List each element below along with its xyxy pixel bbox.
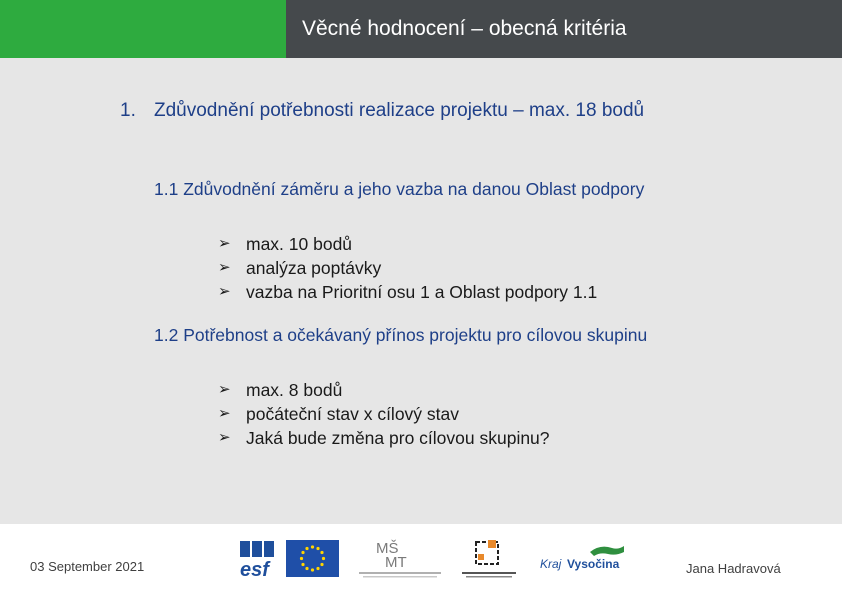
arrow-bullet-icon: ➢ — [218, 283, 231, 300]
kraj-vysocina-logo — [538, 542, 628, 576]
list-item-text: vazba na Prioritní osu 1 a Oblast podpory 1.1 — [246, 282, 598, 302]
list-item — [218, 378, 550, 402]
svg-text:esf: esf — [240, 559, 269, 579]
list-item — [218, 426, 550, 450]
list-item — [218, 256, 597, 280]
svg-text:MT: MT — [385, 554, 407, 571]
section-title-1-2: 1.2 Potřebnost a očekávaný přínos projektu pro cílovou skupinu — [154, 325, 648, 345]
header-accent-bar — [0, 0, 286, 58]
header-title-bar — [286, 0, 842, 58]
arrow-bullet-icon: ➢ — [218, 235, 231, 252]
list-item-text: počáteční stav x cílový stav — [246, 404, 460, 424]
bullet-list-1-1 — [218, 232, 597, 304]
footer-date: 03 September 2021 — [30, 559, 145, 574]
msmt-logo — [357, 536, 443, 580]
list-item-text: max. 10 bodů — [246, 234, 353, 254]
list-item-text: analýza poptávky — [246, 258, 382, 278]
section-title-1-1: 1.1 Zdůvodnění záměru a jeho vazba na danou Oblast podpory — [154, 179, 645, 199]
list-item-text: Jaká bude změna pro cílovou skupinu? — [246, 428, 550, 448]
arrow-bullet-icon: ➢ — [218, 405, 231, 422]
svg-text:Vysočina: Vysočina — [567, 557, 620, 571]
svg-text:MŠ: MŠ — [376, 540, 399, 557]
arrow-bullet-icon: ➢ — [218, 259, 231, 276]
eu-flag-logo — [286, 540, 339, 577]
esf-logo — [238, 539, 282, 579]
footer-author: Jana Hadravová — [686, 561, 781, 576]
heading-number: 1. — [120, 100, 136, 121]
heading-text: Zdůvodnění potřebnosti realizace projektu – max. 18 bodů — [154, 100, 645, 121]
arrow-bullet-icon: ➢ — [218, 429, 231, 446]
slide-title: Věcné hodnocení – obecná kritéria — [302, 17, 627, 40]
op-vk-logo — [460, 538, 518, 580]
bullet-list-1-2 — [218, 378, 550, 450]
arrow-bullet-icon: ➢ — [218, 381, 231, 398]
list-item — [218, 232, 597, 256]
list-item — [218, 280, 597, 304]
list-item — [218, 402, 550, 426]
list-item-text: max. 8 bodů — [246, 380, 343, 400]
svg-text:Kraj: Kraj — [540, 557, 562, 571]
slide-header — [0, 0, 842, 58]
